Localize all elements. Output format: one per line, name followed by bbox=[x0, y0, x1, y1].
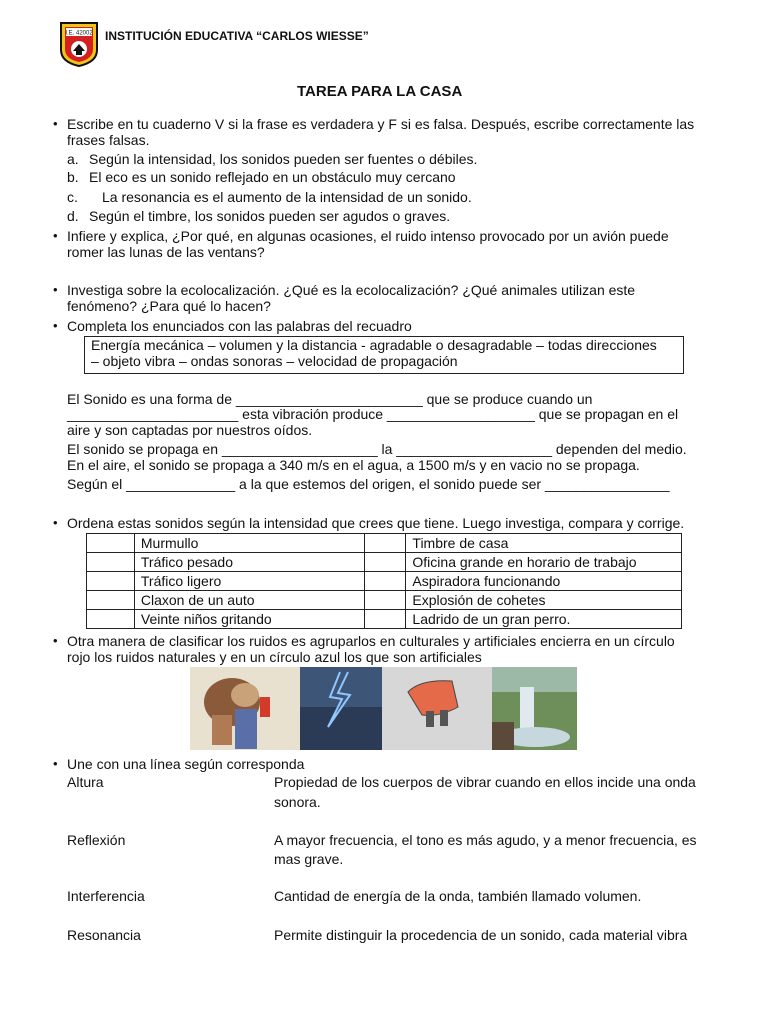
bullet: • bbox=[53, 228, 58, 243]
institution-name: INSTITUCIÓN EDUCATIVA “CARLOS WIESSE” bbox=[105, 29, 369, 43]
definition-3-l1: Cantidad de energía de la onda, también llamado volumen. bbox=[274, 888, 642, 904]
item-letter-b: b. bbox=[67, 169, 79, 185]
term-reflexion: Reflexión bbox=[67, 832, 126, 848]
bullet: • bbox=[53, 756, 58, 771]
table-row bbox=[87, 553, 682, 572]
word-box-line-1: Energía mecánica – volumen y la distancia - agradable o desagradable – todas direcciones bbox=[91, 337, 657, 353]
term-resonancia: Resonancia bbox=[67, 927, 141, 943]
definition-1-l1: Propiedad de los cuerpos de vibrar cuando en ellos incide una onda bbox=[274, 774, 696, 790]
page-title: TAREA PARA LA CASA bbox=[297, 83, 463, 100]
fill-line-3: aire y son captadas por nuestros oídos. bbox=[67, 422, 313, 438]
table-cell: Tráfico pesado bbox=[134, 553, 364, 572]
instruction-true-false-l2: frases falsas. bbox=[67, 132, 150, 148]
bullet: • bbox=[53, 116, 58, 131]
table-row bbox=[87, 572, 682, 591]
bullet: • bbox=[53, 318, 58, 333]
table-cell: Aspiradora funcionando bbox=[406, 572, 682, 591]
table-cell: Tráfico ligero bbox=[134, 572, 364, 591]
bullet: • bbox=[53, 515, 58, 530]
svg-text:I.E. 42002: I.E. 42002 bbox=[65, 30, 93, 37]
bullet: • bbox=[53, 633, 58, 648]
table-cell bbox=[364, 534, 406, 553]
bullet: • bbox=[53, 282, 58, 297]
match-instruction: Une con una línea según corresponda bbox=[67, 756, 305, 772]
table-row bbox=[87, 534, 682, 553]
word-box-line-2: – objeto vibra – ondas sonoras – velocidad de propagación bbox=[91, 353, 458, 369]
item-text-b: El eco es un sonido reflejado en un obstáculo muy cercano bbox=[89, 169, 456, 185]
infer-question-l2: romer las lunas de las ventans? bbox=[67, 244, 265, 260]
table-cell bbox=[364, 572, 406, 591]
classify-instruction-l1: Otra manera de clasificar los ruidos es agruparlos en culturales y artificiales encierra en un círculo bbox=[67, 633, 675, 649]
research-question-l1: Investiga sobre la ecolocalización. ¿Qué es la ecolocalización? ¿Qué animales utilizan este bbox=[67, 282, 636, 298]
complete-instruction: Completa los enunciados con las palabras del recuadro bbox=[67, 318, 412, 334]
definition-2-l1: A mayor frecuencia, el tono es más agudo, y a menor frecuencia, es bbox=[274, 832, 697, 848]
fill-line-2: ______________________ esta vibración produce ___________________ que se propagan en el bbox=[67, 406, 679, 422]
table-cell: Timbre de casa bbox=[406, 534, 682, 553]
term-interferencia: Interferencia bbox=[67, 888, 145, 904]
item-letter-d: d. bbox=[67, 208, 79, 224]
table-cell bbox=[87, 534, 135, 553]
item-letter-a: a. bbox=[67, 151, 79, 167]
item-text-a: Según la intensidad, los sonidos pueden ser fuentes o débiles. bbox=[89, 151, 478, 167]
noise-images bbox=[190, 667, 577, 750]
table-cell bbox=[364, 610, 406, 629]
instruction-true-false-l1: Escribe en tu cuaderno V si la frase es verdadera y F si es falsa. Después, escribe correctamente las bbox=[67, 116, 695, 132]
table-cell: Ladrido de un gran perro. bbox=[406, 610, 682, 629]
item-letter-c: c. bbox=[67, 189, 78, 205]
table-cell bbox=[87, 591, 135, 610]
item-text-d: Según el timbre, los sonidos pueden ser agudos o graves. bbox=[89, 208, 451, 224]
table-cell: Explosión de cohetes bbox=[406, 591, 682, 610]
table-row bbox=[87, 610, 682, 629]
table-cell bbox=[87, 553, 135, 572]
fill-line-5: En el aire, el sonido se propaga a 340 m/s en el agua, a 1500 m/s y en vacio no se propaga. bbox=[67, 457, 640, 473]
table-cell bbox=[364, 553, 406, 572]
table-cell bbox=[87, 610, 135, 629]
school-logo bbox=[58, 20, 100, 68]
table-row bbox=[87, 591, 682, 610]
fill-line-1: El Sonido es una forma de ________________________ que se produce cuando un bbox=[67, 391, 593, 407]
fill-line-4: El sonido se propaga en ____________________ la ____________________ dependen del medio. bbox=[67, 441, 687, 457]
table-cell: Oficina grande en horario de trabajo bbox=[406, 553, 682, 572]
research-question-l2: fenómeno? ¿Para qué lo hacen? bbox=[67, 298, 271, 314]
classify-instruction-l2: rojo los ruidos naturales y en un círculo azul los que son artificiales bbox=[67, 649, 482, 665]
definition-4-l1: Permite distinguir la procedencia de un sonido, cada material vibra bbox=[274, 927, 688, 943]
table-cell: Veinte niños gritando bbox=[134, 610, 364, 629]
noise-images-strip bbox=[190, 667, 577, 750]
definition-2-l2: mas grave. bbox=[274, 851, 344, 867]
fill-line-6: Según el ______________ a la que estemos del origen, el sonido puede ser ________________ bbox=[67, 476, 670, 492]
term-altura: Altura bbox=[67, 774, 104, 790]
infer-question-l1: Infiere y explica, ¿Por qué, en algunas ocasiones, el ruido intenso provocado por un avión puede bbox=[67, 228, 669, 244]
order-instruction: Ordena estas sonidos según la intensidad que crees que tiene. Luego investiga, compara y corrige. bbox=[67, 515, 685, 531]
table-cell bbox=[364, 591, 406, 610]
sounds-table bbox=[86, 533, 682, 629]
table-cell bbox=[87, 572, 135, 591]
table-cell: Murmullo bbox=[134, 534, 364, 553]
definition-1-l2: sonora. bbox=[274, 794, 321, 810]
table-cell: Claxon de un auto bbox=[134, 591, 364, 610]
item-text-c: La resonancia es el aumento de la intensidad de un sonido. bbox=[102, 189, 472, 205]
